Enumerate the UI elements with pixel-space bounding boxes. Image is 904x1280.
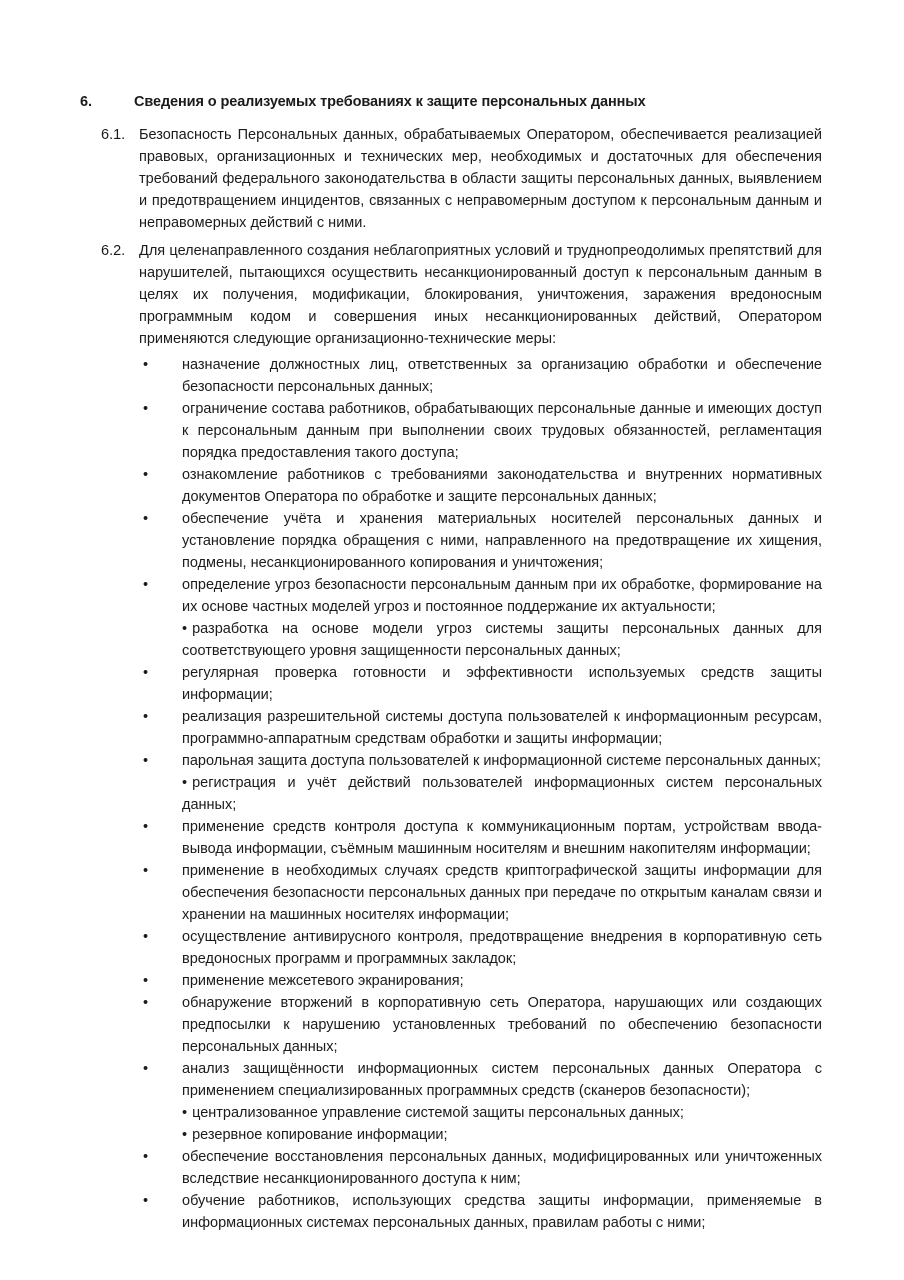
- bullet-icon: •: [143, 1061, 149, 1077]
- section-title: Сведения о реализуемых требованиях к защите персональных данных: [134, 94, 646, 110]
- measure-item: [143, 508, 822, 574]
- measures-list: [143, 354, 822, 1234]
- measure-item-text: обеспечение восстановления персональных данных, модифицированных или уничтоженных вследствие несанкционированного доступа к ним;: [182, 1149, 822, 1187]
- clause-6-1: [101, 124, 822, 234]
- measure-item-text: • разработка на основе модели угроз системы защиты персональных данных для соответствующего уровня защищенности персональных данных;: [182, 621, 822, 659]
- measure-item-text: ознакомление работников с требованиями законодательства и внутренних нормативных документов Оператора по обработке и защите персональных данных;: [182, 467, 822, 505]
- inline-bullet-icon: •: [182, 621, 188, 637]
- measure-item: [143, 662, 822, 706]
- measure-item: [143, 970, 822, 992]
- bullet-icon: •: [143, 709, 149, 725]
- bullet-icon: •: [143, 357, 149, 373]
- measure-item: [143, 992, 822, 1058]
- measure-item-text: обеспечение учёта и хранения материальных носителей персональных данных и установление порядка обращения с ними, направленного на предотвращение их хищения, подмены, несанкционированного копирования и уничтожения;: [182, 511, 822, 571]
- clause-6-1-text: Безопасность Персональных данных, обрабатываемых Оператором, обеспечивается реализацией правовых, организационных и технических мер, необходимых и достаточных для обеспечения требований федерального законодательства в области защиты персональных данных, выявлением и предотвращением инцидентов, связанных с неправомерным доступом к персональным данным и неправомерных действий с ними.: [139, 127, 822, 231]
- clause-6-2-text: Для целенаправленного создания неблагоприятных условий и труднопреодолимых препятствий для нарушителей, пытающихся осуществить несанкционированный доступ к персональным данным в целях их получения, модификации, блокирования, уничтожения, заражения вредоносным программным кодом и совершения иных несанкционированных действий, Оператором применяются следующие организационно-технические меры:: [139, 243, 822, 347]
- clause-6-1-number: 6.1.: [101, 127, 126, 143]
- bullet-icon: •: [143, 511, 149, 527]
- measure-item: [143, 398, 822, 464]
- measure-item-text: парольная защита доступа пользователей к информационной системе персональных данных;: [182, 753, 821, 769]
- measure-item-text: обучение работников, использующих средства защиты информации, применяемые в информационных системах персональных данных, правилам работы с ними;: [182, 1193, 822, 1231]
- clause-6-2: [101, 240, 822, 350]
- inline-bullet-icon: •: [182, 1105, 188, 1121]
- measure-item: [143, 1190, 822, 1234]
- measure-item-text: применение средств контроля доступа к коммуникационным портам, устройствам ввода-вывода информации, съёмным машинным носителям и внешним накопителям информации;: [182, 819, 822, 857]
- measure-item-text: осуществление антивирусного контроля, предотвращение внедрения в корпоративную сеть вредоносных программ и программных закладок;: [182, 929, 822, 967]
- inline-bullet-icon: •: [182, 775, 188, 791]
- section-number: 6.: [80, 94, 92, 110]
- measure-item: [143, 1124, 822, 1146]
- measure-item-text: анализ защищённости информационных систем персональных данных Оператора с применением специализированных программных средств (сканеров безопасности);: [182, 1061, 822, 1099]
- measure-item-text: реализация разрешительной системы доступа пользователей к информационным ресурсам, программно-аппаратным средствам обработки и защиты информации;: [182, 709, 822, 747]
- measure-item-text: регулярная проверка готовности и эффективности используемых средств защиты информации;: [182, 665, 822, 703]
- measure-item: [143, 860, 822, 926]
- measure-item: [143, 816, 822, 860]
- measure-item: [143, 706, 822, 750]
- measure-item: [143, 926, 822, 970]
- bullet-icon: •: [143, 995, 149, 1011]
- bullet-icon: •: [143, 1149, 149, 1165]
- bullet-icon: •: [143, 577, 149, 593]
- bullet-icon: •: [143, 665, 149, 681]
- measure-item-text: определение угроз безопасности персональным данным при их обработке, формирование на их основе частных моделей угроз и постоянное поддержание их актуальности;: [182, 577, 822, 615]
- inline-bullet-icon: •: [182, 1127, 188, 1143]
- bullet-icon: •: [143, 467, 149, 483]
- clause-6-2-number: 6.2.: [101, 243, 126, 259]
- bullet-icon: •: [143, 1193, 149, 1209]
- measure-item-text: ограничение состава работников, обрабатывающих персональные данные и имеющих доступ к персональным данным при выполнении своих трудовых обязанностей, регламентация порядка предоставления такого доступа;: [182, 401, 822, 461]
- measure-item: [143, 1102, 822, 1124]
- measure-item-text: • регистрация и учёт действий пользователей информационных систем персональных данных;: [182, 775, 822, 813]
- measure-item-text: обнаружение вторжений в корпоративную сеть Оператора, нарушающих или создающих предпосылки к нарушению установленных требований по обеспечению безопасности персональных данных;: [182, 995, 822, 1055]
- measure-item: [143, 1058, 822, 1102]
- bullet-icon: •: [143, 753, 149, 769]
- measure-item: [143, 574, 822, 618]
- bullet-icon: •: [143, 929, 149, 945]
- measure-item-text: • резервное копирование информации;: [182, 1127, 448, 1143]
- measure-item-text: применение в необходимых случаях средств криптографической защиты информации для обеспечения безопасности персональных данных при передаче по открытым каналам связи и хранении на машинных носителях информации;: [182, 863, 822, 923]
- measure-item: [143, 772, 822, 816]
- measure-item-text: • централизованное управление системой защиты персональных данных;: [182, 1105, 684, 1121]
- measure-item: [143, 354, 822, 398]
- section-heading: [80, 92, 822, 113]
- measure-item: [143, 1146, 822, 1190]
- measure-item-text: применение межсетевого экранирования;: [182, 973, 464, 989]
- bullet-icon: •: [143, 973, 149, 989]
- measure-item: [143, 464, 822, 508]
- bullet-icon: •: [143, 819, 149, 835]
- measure-item: [143, 750, 822, 772]
- measure-item: [143, 618, 822, 662]
- measure-item-text: назначение должностных лиц, ответственных за организацию обработки и обеспечение безопасности персональных данных;: [182, 357, 822, 395]
- bullet-icon: •: [143, 401, 149, 417]
- bullet-icon: •: [143, 863, 149, 879]
